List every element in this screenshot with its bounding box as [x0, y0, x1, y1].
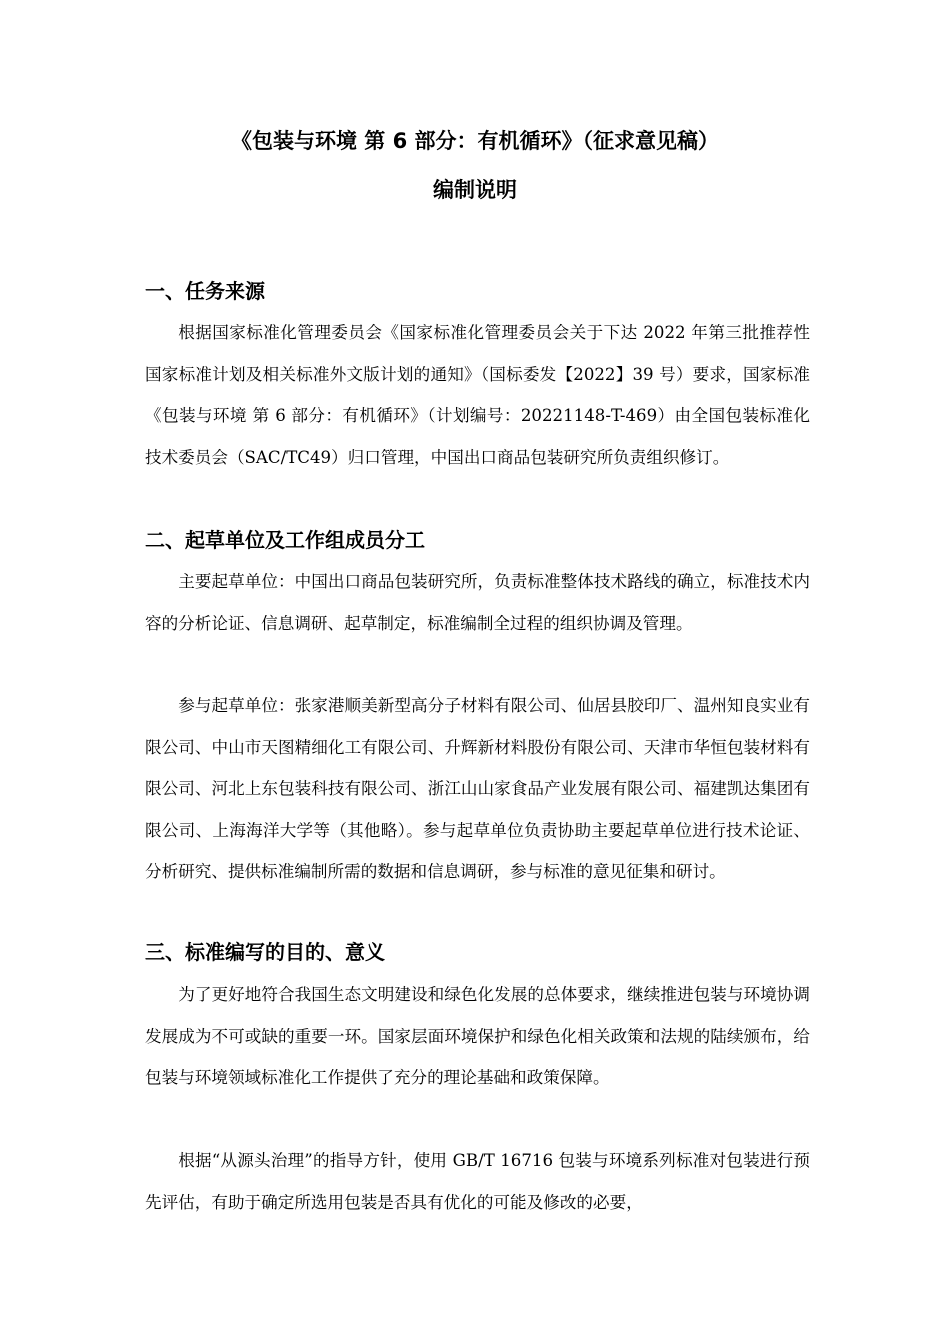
section-heading-task-source: 一、任务来源 [145, 279, 265, 303]
document-title: 《包装与环境 第 6 部分：有机循环》（征求意见稿） [230, 129, 720, 153]
section-heading-drafting-units: 二、起草单位及工作组成员分工 [145, 528, 425, 552]
section-heading-purpose: 三、标准编写的目的、意义 [145, 940, 385, 964]
document-subtitle: 编制说明 [433, 178, 517, 202]
paragraph-purpose-1: 为了更好地符合我国生态文明建设和绿色化发展的总体要求，继续推进包装与环境协调发展成为不可或缺的重要一环。国家层面环境保护和绿色化相关政策和法规的陆续颁布，给包装与环境领域标准化工作提供了充分的理论基础和政策保障。 [145, 985, 810, 1088]
paragraph-purpose-2: 根据“从源头治理”的指导方针，使用 GB/T 16716 包装与环境系列标准对包装进行预先评估，有助于确定所选用包装是否具有优化的可能及修改的必要， [145, 1151, 810, 1212]
paragraph-task-source: 根据国家标准化管理委员会《国家标准化管理委员会关于下达 2022 年第三批推荐性国家标准计划及相关标准外文版计划的通知》（国标委发【2022】39 号）要求，国家标准《包装与环境 第 6 部分：有机循环》（计划编号：20221148-T-469）由全国包装标准化技术委员会（SAC/TC49）归口管理，中国出口商品包装研究所负责组织修订。 [145, 323, 810, 467]
paragraph-main-drafting-unit: 主要起草单位：中国出口商品包装研究所，负责标准整体技术路线的确立，标准技术内容的分析论证、信息调研、起草制定，标准编制全过程的组织协调及管理。 [145, 572, 810, 633]
paragraph-participating-units: 参与起草单位：张家港顺美新型高分子材料有限公司、仙居县胶印厂、温州知良实业有限公司、中山市天图精细化工有限公司、升辉新材料股份有限公司、天津市华恒包装材料有限公司、河北上东包装科技有限公司、浙江山山家食品产业发展有限公司、福建凯达集团有限公司、上海海洋大学等（其他略）。参与起草单位负责协助主要起草单位进行技术论证、分析研究、提供标准编制所需的数据和信息调研，参与标准的意见征集和研讨。 [145, 696, 810, 882]
